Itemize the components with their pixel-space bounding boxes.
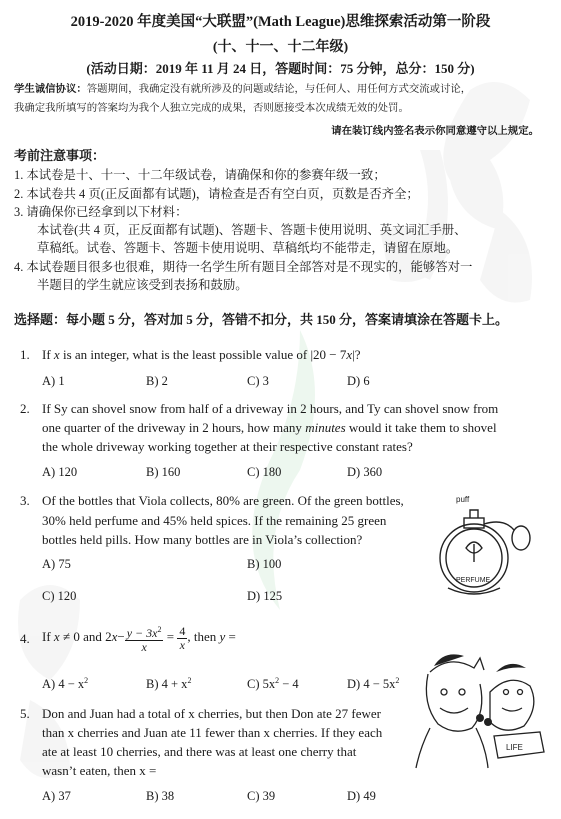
- q1-option-d: D) 6: [347, 374, 370, 388]
- svg-text:LIFE: LIFE: [506, 743, 523, 752]
- exam-info: (活动日期：2019 年 11 月 24 日，答题时间：75 分钟，总分：150 分): [86, 61, 475, 76]
- q4-option-c: C) $5x^2 - 4$: [247, 676, 299, 692]
- question-4-text: If x ≠ 0 and 2x− $\frac{y - 3x^2}{x}$ = $\frac{4}{x}$ , then y =: [42, 623, 236, 654]
- svg-text:PERFUME: PERFUME: [456, 577, 491, 584]
- note-4: 4. 本试卷题目很多也很难，期待一名学生所有题目全部答对是不现实的，能够答对一: [14, 260, 473, 274]
- honesty-label: 学生诚信协议：: [14, 84, 87, 95]
- q1-option-b: B) 2: [146, 374, 168, 388]
- q4-fraction-2: $\frac{4}{x}$: [179, 623, 186, 652]
- note-3-materials-cont: 草稿纸。试卷、答题卡、答题卡使用说明、草稿纸均不能带走，请留在原地。: [37, 241, 459, 255]
- honesty-agreement: [14, 80, 549, 118]
- cherry-eaters-illustration: [410, 652, 550, 772]
- q4-option-d: D) $4 - 5x^2$: [347, 676, 400, 692]
- question-5-line-3: ate at least 10 cherries, and there was at least one cherry that: [42, 744, 357, 759]
- q5-option-a: A) 37: [42, 789, 71, 803]
- q2-option-c: C) 180: [247, 465, 282, 479]
- q5-option-c: C) 39: [247, 789, 276, 803]
- q1-option-c: C) 3: [247, 374, 269, 388]
- page-title: 2019-2020 年度美国“大联盟”(Math League)思维探索活动第一阶段: [70, 14, 491, 30]
- question-2-line-3: the whole driveway working together at their respective constant rates?: [42, 439, 413, 454]
- question-4-number: 4.: [20, 631, 30, 646]
- honesty-line-2: 我确定我所填写的答案均为我个人独立完成的成果，否则愿接受本次成绩无效的处罚。: [14, 103, 409, 114]
- note-3: 3. 请确保你已经拿到以下材料：: [14, 205, 188, 219]
- note-2: 2. 本试卷共 4 页(正反面都有试题)，请检查是否有空白页，页数是否齐全；: [14, 187, 419, 201]
- q2-option-a: A) 120: [42, 465, 78, 479]
- notes-heading: 考前注意事项：: [14, 148, 106, 163]
- grade-subtitle: (十、十一、十二年级): [212, 40, 349, 55]
- note-4-cont: 半题目的学生就应该受到表扬和鼓励。: [37, 278, 248, 292]
- q5-option-b: B) 38: [146, 789, 175, 803]
- question-3-line-3: bottles held pills. How many bottles are in Viola’s collection?: [42, 532, 363, 547]
- question-2-number: 2.: [20, 401, 30, 416]
- question-3-line-1: Of the bottles that Viola collects, 80% are green. Of the green bottles,: [42, 493, 404, 508]
- signature-instruction: 请在装订线内签名表示你同意遵守以上规定。: [331, 126, 539, 137]
- note-3-materials: 本试卷(共 4 页，正反面都有试题)、答题卡、答题卡使用说明、英文词汇手册、: [37, 223, 467, 237]
- q5-option-d: D) 49: [347, 789, 376, 803]
- q2-option-b: B) 160: [146, 465, 181, 479]
- q4-fraction-1: $\frac{y - 3x^2}{x}$: [126, 624, 162, 654]
- question-5-line-4: wasn’t eaten, then x =: [42, 763, 157, 778]
- q3-option-a: A) 75: [42, 557, 71, 571]
- note-1: 1. 本试卷是十、十一、十二年级试卷，请确保和你的参赛年级一致；: [14, 168, 386, 182]
- svg-text:puff: puff: [456, 495, 470, 504]
- question-5-number: 5.: [20, 706, 30, 721]
- question-5-line-2: than x cherries and Juan ate 11 fewer than x cherries. If they each: [42, 725, 383, 740]
- q3-option-d: D) 125: [247, 589, 283, 603]
- q3-option-b: B) 100: [247, 557, 282, 571]
- q4-option-b: B) $4 + x^2$: [146, 676, 192, 692]
- q4-option-a: A) $4 - x^2$: [42, 676, 89, 692]
- q2-option-d: D) 360: [347, 465, 383, 479]
- question-3-line-2: 30% held perfume and 45% held spices. If the remaining 25 green: [42, 513, 387, 528]
- q1-option-a: A) 1: [42, 374, 65, 388]
- question-5-line-1: Don and Juan had a total of x cherries, but then Don ate 27 fewer: [42, 706, 381, 721]
- question-3-number: 3.: [20, 493, 30, 508]
- question-1-number: 1.: [20, 347, 30, 362]
- question-2-line-2: one quarter of the driveway in 2 hours, how many minutes would it take them to shovel: [42, 420, 497, 435]
- perfume-bottle-illustration: [426, 488, 544, 608]
- question-2-line-1: If Sy can shovel snow from half of a driveway in 2 hours, and Ty can shovel snow from: [42, 401, 499, 416]
- section-heading: 选择题：每小题 5 分，答对加 5 分，答错不扣分，共 150 分，答案请填涂在答题卡上。: [14, 312, 509, 327]
- q3-option-c: C) 120: [42, 589, 77, 603]
- honesty-line-1: 答题期间，我确定没有就所涉及的问题或结论，与任何人、用任何方式交流或讨论，: [86, 84, 472, 95]
- question-1-text: If x is an integer, what is the least possible value of |20 − 7x|?: [42, 347, 361, 362]
